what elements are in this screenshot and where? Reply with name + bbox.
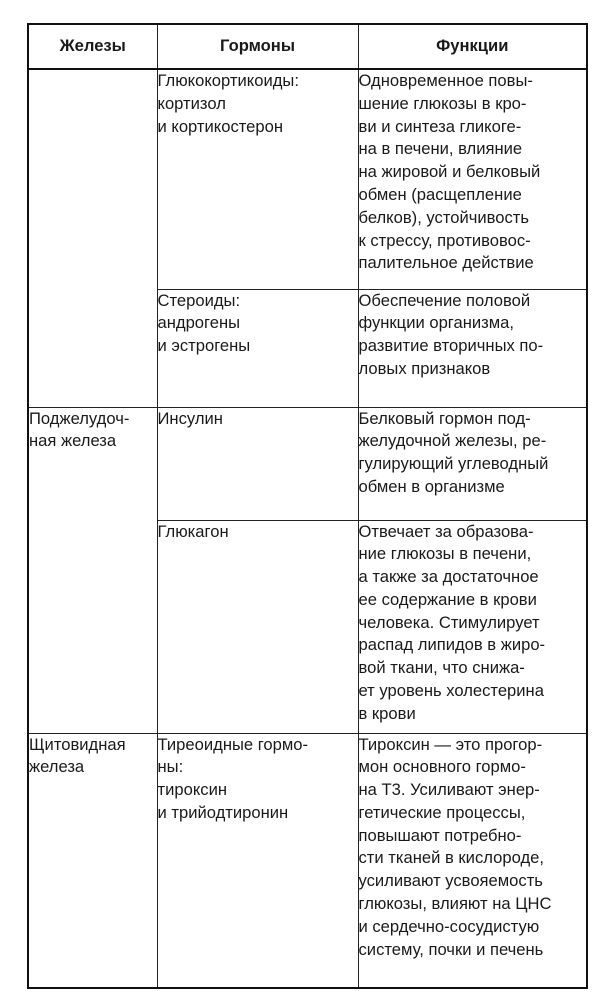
hormone-cell (157, 733, 358, 988)
function-line: на жировой и белковый (358, 162, 541, 182)
function-line: развитие вторичных по- (358, 336, 544, 356)
function-line: в крови (358, 703, 416, 723)
function-line: мон основного гормо- (358, 757, 526, 777)
hormone-line: и кортикостерон (157, 116, 284, 136)
function-line: вой ткани, что снижа- (358, 658, 525, 678)
function-line: обмен в организме (358, 476, 505, 496)
function-line: глюкозы, влияют на ЦНС (358, 894, 552, 914)
hormones-table (27, 23, 588, 989)
function-line: шение глюкозы в кро- (358, 93, 527, 113)
gland-cell (28, 69, 157, 407)
gland-cell (28, 407, 157, 733)
gland-line: Щитовидная (29, 734, 126, 754)
hormone-line: и эстрогены (157, 336, 251, 356)
function-line: ловых признаков (358, 358, 491, 378)
hormone-cell (157, 69, 358, 289)
header-hormones: Гормоны (157, 24, 358, 69)
header-glands: Железы (28, 24, 157, 69)
function-cell (358, 733, 587, 988)
gland-line: Поджелудоч- (29, 408, 130, 428)
header-row (28, 24, 587, 69)
function-line: Отвечает за образова- (358, 521, 534, 541)
function-line: функции организма, (358, 313, 515, 333)
function-line: к стрессу, противовос- (358, 230, 531, 250)
table-row (28, 733, 587, 988)
hormone-line: Глюкокортикоиды: (157, 71, 299, 90)
gland-line: ная железа (29, 431, 117, 451)
table-header (28, 24, 587, 69)
function-line: Обеспечение половой (358, 290, 531, 310)
function-line: белков), устойчивость (358, 207, 530, 227)
function-cell (358, 520, 587, 733)
function-line: ее содержание в крови (358, 589, 537, 609)
function-line: а также за достаточное (358, 567, 539, 587)
function-line: человека. Стимулирует (358, 612, 540, 632)
hormone-line: кортизол (157, 93, 226, 113)
function-line: и сердечно-сосудистую (358, 916, 540, 936)
hormone-cell (157, 520, 358, 733)
function-line: на в печени, влияние (358, 139, 523, 159)
function-line: ви и синтеза гликоге- (358, 116, 522, 136)
gland-cell (28, 733, 157, 988)
function-line: обмен (расщепление (358, 184, 522, 204)
function-line: сти тканей в кислороде, (358, 848, 544, 868)
gland-line: железа (29, 757, 85, 777)
function-line: систему, почки и печень (358, 939, 544, 959)
function-cell (358, 289, 587, 407)
table-row (28, 69, 587, 289)
table-body (28, 69, 587, 988)
function-line: гетические процессы, (358, 802, 526, 822)
hormone-line: Глюкагон (157, 521, 229, 541)
function-line: Одновременное повы- (358, 71, 533, 90)
function-line: на Т3. Усиливают энер- (358, 780, 540, 800)
function-cell (358, 407, 587, 520)
function-cell (358, 69, 587, 289)
function-line: ние глюкозы в печени, (358, 544, 532, 564)
function-line: желудочной железы, ре- (358, 431, 547, 451)
hormone-cell (157, 407, 358, 520)
function-line: палительное действие (358, 253, 534, 273)
hormone-line: Стероиды: (157, 290, 241, 310)
hormone-line: Тиреоидные гормо- (157, 734, 309, 754)
function-line: Тироксин — это прогор- (358, 734, 543, 754)
function-line: усиливают усвояемость (358, 871, 543, 891)
header-functions: Функции (358, 24, 587, 69)
hormone-line: Инсулин (157, 408, 223, 428)
table-row (28, 407, 587, 520)
hormone-cell (157, 289, 358, 407)
function-line: распад липидов в жиро- (358, 635, 546, 655)
hormone-line: и трийодтиронин (157, 802, 289, 822)
hormone-line: андрогены (157, 313, 241, 333)
function-line: Белковый гормон под- (358, 408, 531, 428)
hormone-line: тироксин (157, 780, 228, 800)
function-line: повышают потребно- (358, 825, 522, 845)
hormone-line: ны: (157, 757, 184, 777)
function-line: ет уровень холестерина (358, 681, 544, 701)
function-line: гулирующий углеводный (358, 454, 549, 474)
